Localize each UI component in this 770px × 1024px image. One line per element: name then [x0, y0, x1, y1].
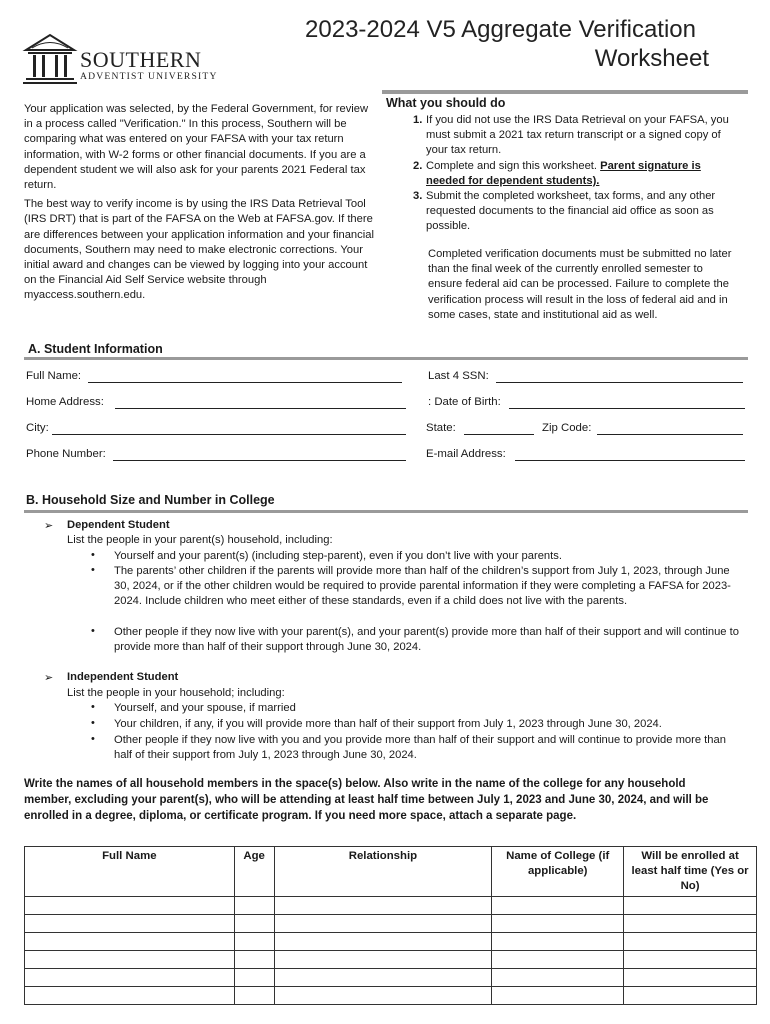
bullet-icon: • [91, 717, 95, 729]
title-line-1: 2023-2024 V5 Aggregate Verification [305, 16, 696, 43]
last4-ssn-label: Last 4 SSN: [428, 370, 489, 382]
table-row [25, 897, 757, 915]
step-text: Submit the completed worksheet, tax forms, and any other requested documents to the financial aid office as soon as possible. [426, 190, 716, 233]
step-number: 3. [413, 190, 423, 203]
intro-paragraph-2: The best way to verify income is by using the IRS Data Retrieval Tool (IRS DRT) that is part of the FAFSA on the Web at FAFSA.gov. If there are differences between your application information and your financial documents, Southern may need to make electronic corrections. Your initial award and changes can be viewed by logging into your account on the Financial Aid Self Service website through myaccess.southern.edu. [24, 198, 374, 302]
date-of-birth-label: : Date of Birth: [428, 396, 501, 408]
bullet-icon: • [91, 564, 95, 576]
phone-number-label: Phone Number: [26, 448, 106, 460]
table-cell[interactable] [492, 969, 624, 987]
step-number: 1. [413, 114, 423, 126]
table-cell[interactable] [274, 933, 492, 951]
section-a-heading: A. Student Information [28, 342, 163, 356]
logo-name: SOUTHERN [80, 47, 202, 72]
table-cell[interactable] [25, 915, 235, 933]
intro-paragraph-1: Your application was selected, by the Federal Government, for review in a process called "Verification." In this process, Southern will be comparing what was entered on your FAFSA with your tax return information, with W-2 forms or other financial documents. If you are a dependent student we will also ask for your parents 2021 Federal tax return. [24, 103, 369, 192]
table-cell[interactable] [25, 951, 235, 969]
bullet-icon: • [91, 625, 95, 637]
table-cell[interactable] [274, 969, 492, 987]
date-of-birth-input[interactable] [509, 394, 745, 409]
arrow-bullet-icon: ➢ [44, 672, 54, 684]
section-b-divider [24, 510, 748, 513]
full-name-label: Full Name: [26, 370, 82, 382]
col-age: Age [234, 847, 274, 897]
table-cell[interactable] [274, 897, 492, 915]
section-b-heading: B. Household Size and Number in College [26, 493, 275, 507]
step-1 [414, 113, 738, 159]
table-cell[interactable] [492, 951, 624, 969]
zip-code-input[interactable] [597, 420, 743, 435]
steps-list [414, 113, 738, 235]
table-cell[interactable] [624, 987, 757, 1005]
table-cell[interactable] [624, 969, 757, 987]
table-cell[interactable] [234, 951, 274, 969]
step-number: 2. [413, 159, 423, 172]
state-label: State: [426, 422, 456, 434]
table-cell[interactable] [25, 987, 235, 1005]
step-text: Complete and sign this worksheet. [426, 159, 601, 172]
table-cell[interactable] [624, 933, 757, 951]
independent-item: Other people if they now live with you and you provide more than half of their support and will continue to provide more than half of their support from July 1, 2023 through June 30, 2024. [114, 734, 726, 762]
section-a-divider [24, 357, 748, 360]
logo-subtitle: ADVENTIST UNIVERSITY [80, 71, 218, 82]
step-2 [414, 159, 738, 189]
city-label: City: [26, 422, 49, 434]
table-row [25, 969, 757, 987]
table-cell[interactable] [492, 897, 624, 915]
email-address-input[interactable] [515, 446, 745, 461]
bullet-icon: • [91, 733, 95, 745]
header-divider [382, 90, 748, 94]
university-logo [22, 33, 227, 85]
table-cell[interactable] [624, 897, 757, 915]
last4-ssn-input[interactable] [496, 368, 743, 383]
table-cell[interactable] [492, 915, 624, 933]
building-columns-icon [22, 33, 78, 85]
dependent-item: Yourself and your parent(s) (including step-parent), even if you don’t live with your parents. [114, 550, 562, 562]
step-text: If you did not use the IRS Data Retrieval on your FAFSA, you must submit a 2021 tax return transcript or a signed copy of your tax return. [426, 114, 729, 157]
parent-signature-note: Parent signature is needed for dependent students). [426, 159, 701, 187]
home-address-input[interactable] [115, 394, 406, 409]
table-cell[interactable] [624, 951, 757, 969]
table-cell[interactable] [234, 915, 274, 933]
table-cell[interactable] [234, 969, 274, 987]
independent-student-intro: List the people in your household; including: [67, 687, 285, 699]
table-cell[interactable] [492, 933, 624, 951]
table-cell[interactable] [624, 915, 757, 933]
independent-item: Your children, if any, if you will provide more than half of their support from July 1, 2023 through June 30, 2024. [114, 718, 662, 730]
home-address-label: Home Address: [26, 396, 104, 408]
page-title [305, 15, 709, 73]
state-input[interactable] [464, 420, 534, 435]
household-table [24, 846, 757, 1005]
phone-number-input[interactable] [113, 446, 406, 461]
arrow-bullet-icon: ➢ [44, 520, 54, 532]
household-instructions: Write the names of all household members in the space(s) below. Also write in the name of the college for any household member, excluding your parent(s), who will be attending at least half time between July 1, 2023 and June 30, 2024, and will be enrolled in a degree, diploma, or certificate program. If you need more space, attach a separate page. [24, 778, 709, 822]
table-cell[interactable] [25, 969, 235, 987]
dependent-student-title: Dependent Student [67, 519, 170, 531]
independent-student-title: Independent Student [67, 671, 179, 683]
table-cell[interactable] [25, 933, 235, 951]
table-cell[interactable] [492, 987, 624, 1005]
full-name-input[interactable] [88, 368, 402, 383]
what-you-should-do-heading: What you should do [386, 96, 506, 110]
intro-text [24, 102, 376, 308]
table-row [25, 933, 757, 951]
table-cell[interactable] [234, 897, 274, 915]
table-row [25, 987, 757, 1005]
email-address-label: E-mail Address: [426, 448, 506, 460]
table-row [25, 915, 757, 933]
table-cell[interactable] [274, 951, 492, 969]
bullet-icon: • [91, 549, 95, 561]
dependent-student-intro: List the people in your parent(s) household, including: [67, 534, 333, 546]
col-enrolled: Will be enrolled at least half time (Yes or No) [624, 847, 757, 897]
city-input[interactable] [52, 420, 406, 435]
dependent-item: Other people if they now live with your parent(s), and your parent(s) provide more than half of their support and will continue to provide more than half of their support through June 30, 2024. [114, 626, 739, 654]
zip-code-label: Zip Code: [542, 422, 592, 434]
table-cell[interactable] [274, 915, 492, 933]
bullet-icon: • [91, 701, 95, 713]
independent-item: Yourself, and your spouse, if married [114, 702, 296, 714]
table-row [25, 951, 757, 969]
table-cell[interactable] [25, 897, 235, 915]
deadline-notice: Completed verification documents must be submitted no later than the final week of the currently enrolled semester to ensure federal aid can be processed. Failure to complete the verification process will result in the loss of federal aid and in some cases, state and institutional aid as well. [428, 248, 732, 321]
title-line-2: Worksheet [594, 45, 709, 72]
table-cell[interactable] [234, 933, 274, 951]
table-cell[interactable] [234, 987, 274, 1005]
table-header-row [25, 847, 757, 897]
col-relationship: Relationship [274, 847, 492, 897]
dependent-item: The parents’ other children if the parents will provide more than half of the children’s support from July 1, 2023, through June 30, 2024, or if the other children would be required to provide parental information if they were completing a FAFSA for 2023-2024. Include children who meet either of these standards, even if a child does not live with the parents. [114, 565, 731, 608]
step-3 [414, 189, 738, 235]
table-cell[interactable] [274, 987, 492, 1005]
col-full-name: Full Name [25, 847, 235, 897]
col-college: Name of College (if applicable) [492, 847, 624, 897]
